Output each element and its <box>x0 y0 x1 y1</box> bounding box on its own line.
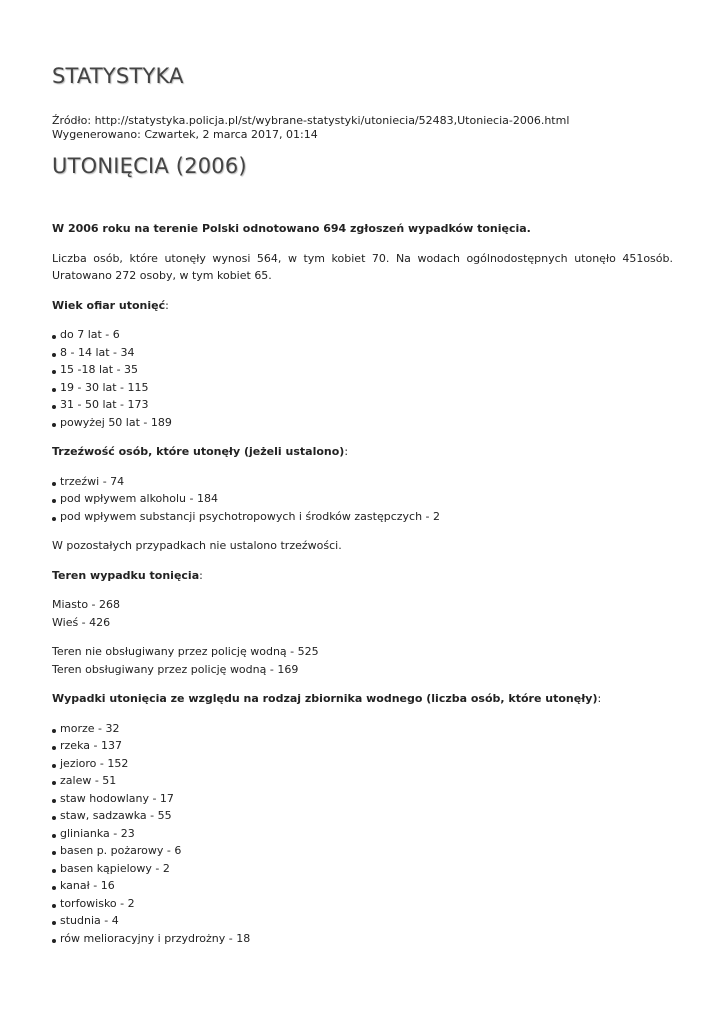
list-item: glinianka - 23 <box>52 825 673 843</box>
site-title: STATYSTYKA <box>52 64 184 88</box>
source-line: Źródło: http://statystyka.policja.pl/st/wybrane-statystyki/utoniecia/52483,Utoniecia-2006.html <box>52 114 570 127</box>
list-item: zalew - 51 <box>52 772 673 790</box>
list-item: studnia - 4 <box>52 912 673 930</box>
document-meta <box>52 114 569 142</box>
age-heading-text: Wiek ofiar utonięć <box>52 298 166 312</box>
terrain-heading <box>52 567 673 585</box>
list-item: staw, sadzawka - 55 <box>52 807 673 825</box>
intro-paragraph: Liczba osób, które utonęły wynosi 564, w tym kobiet 70. Na wodach ogólnodostępnych utonęło 451osób. Uratowano 272 osoby, w tym kobiet 65. <box>52 251 673 282</box>
terrain-village: Wieś - 426 <box>52 615 111 629</box>
list-item: do 7 lat - 6 <box>52 326 673 344</box>
water-list <box>52 720 673 948</box>
list-item: rów melioracyjny i przydrożny - 18 <box>52 930 673 948</box>
list-item: 8 - 14 lat - 34 <box>52 344 673 362</box>
sobriety-heading <box>52 443 673 461</box>
list-item: trzeźwi - 74 <box>52 473 673 491</box>
article-title: UTONIĘCIA (2006) <box>52 154 247 178</box>
age-heading-colon: : <box>165 298 169 312</box>
list-item: kanał - 16 <box>52 877 673 895</box>
list-item: morze - 32 <box>52 720 673 738</box>
lead-text: W 2006 roku na terenie Polski odnotowano 694 zgłoszeń wypadków tonięcia. <box>52 222 531 235</box>
generated-line: Wygenerowano: Czwartek, 2 marca 2017, 01:14 <box>52 128 318 141</box>
terrain-not-police: Teren nie obsługiwany przez policję wodną - 525 <box>52 645 319 658</box>
water-heading-colon: : <box>597 692 602 705</box>
terrain-city: Miasto - 268 <box>52 598 121 611</box>
lead-paragraph <box>52 220 673 238</box>
list-item: 19 - 30 lat - 115 <box>52 379 673 397</box>
sobriety-heading-text: Trzeźwość osób, które utonęły (jeżeli ustalono) <box>52 445 345 458</box>
list-item: basen p. pożarowy - 6 <box>52 842 673 860</box>
water-heading <box>52 690 673 708</box>
terrain-police <box>52 643 673 678</box>
list-item: 15 -18 lat - 35 <box>52 361 673 379</box>
list-item: rzeka - 137 <box>52 737 673 755</box>
sobriety-heading-colon: : <box>344 445 349 458</box>
list-item: basen kąpielowy - 2 <box>52 860 673 878</box>
age-heading <box>52 297 673 315</box>
terrain-settlement <box>52 596 673 631</box>
water-heading-text: Wypadki utonięcia ze względu na rodzaj zbiornika wodnego (liczba osób, które utonęły) <box>52 692 598 705</box>
list-item: pod wpływem alkoholu - 184 <box>52 490 673 508</box>
list-item: powyżej 50 lat - 189 <box>52 414 673 432</box>
list-item: pod wpływem substancji psychotropowych i środków zastępczych - 2 <box>52 508 673 526</box>
terrain-police-served: Teren obsługiwany przez policję wodną - 169 <box>52 662 299 676</box>
terrain-heading-text: Teren wypadku tonięcia <box>52 568 200 582</box>
article-body <box>52 220 673 959</box>
list-item: torfowisko - 2 <box>52 895 673 913</box>
list-item: jezioro - 152 <box>52 755 673 773</box>
age-list <box>52 326 673 431</box>
list-item: staw hodowlany - 17 <box>52 790 673 808</box>
terrain-heading-colon: : <box>199 568 203 582</box>
list-item: 31 - 50 lat - 173 <box>52 396 673 414</box>
sobriety-list <box>52 473 673 526</box>
sobriety-note: W pozostałych przypadkach nie ustalono trzeźwości. <box>52 539 342 552</box>
